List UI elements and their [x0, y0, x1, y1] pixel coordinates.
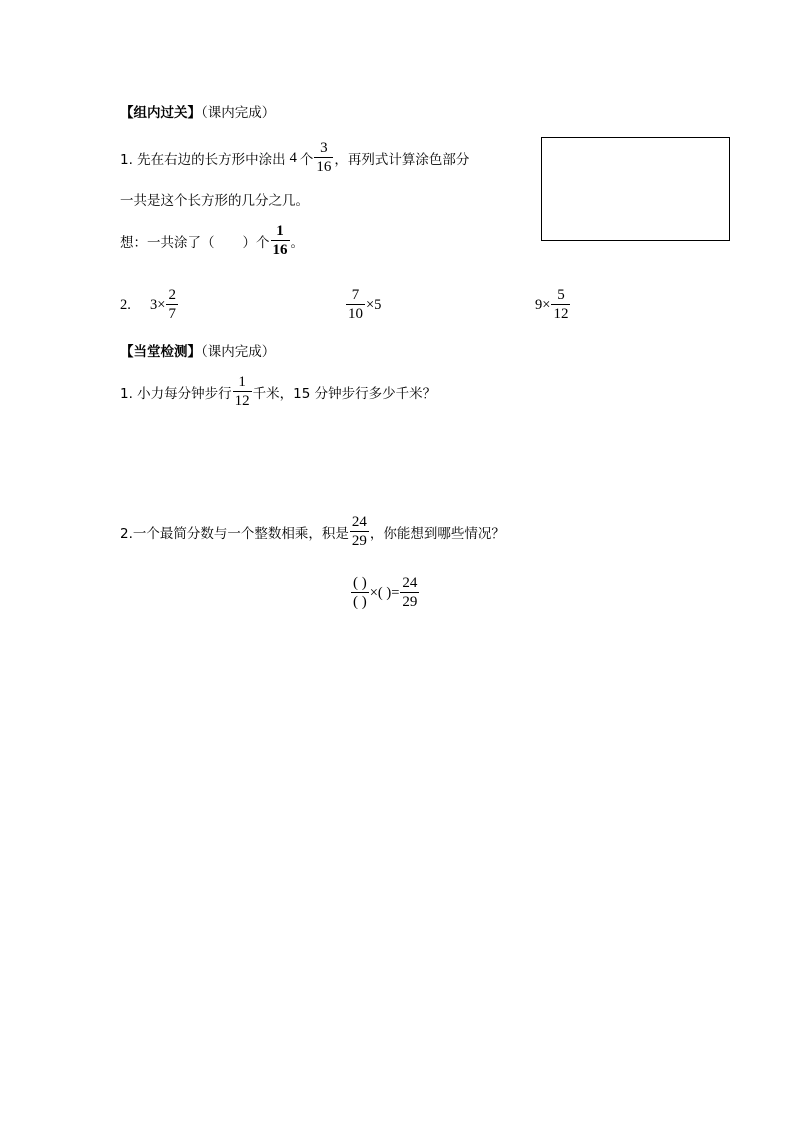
- fraction: [271, 224, 290, 258]
- fraction-numerator: 1: [238, 374, 246, 390]
- think-prefix: 想：一共涂了（: [120, 235, 215, 251]
- equation-template: [350, 573, 420, 613]
- question-text-suffix: ，再列式计算涂色部分: [334, 152, 470, 168]
- fraction-numerator: 24: [402, 575, 418, 591]
- fraction-numerator: 7: [351, 287, 360, 303]
- question-text-suffix: 千米，15 分钟步行多少千米？: [252, 386, 437, 402]
- question-text: 2.一个最简分数与一个整数相乘，积是: [120, 526, 349, 542]
- question-1-line-2: 一共是这个长方形的几分之几。: [120, 193, 309, 209]
- unit-text: 个: [299, 152, 314, 168]
- fraction: [346, 288, 365, 322]
- blank-fraction[interactable]: [351, 576, 369, 610]
- fraction-denominator: 12: [553, 306, 569, 322]
- expression-whole: 3×: [150, 296, 166, 313]
- section-heading-note: （课内完成）: [201, 344, 276, 360]
- question-text: 1. 先在右边的长方形中涂出: [120, 152, 286, 168]
- fraction-numerator: 2: [168, 287, 176, 303]
- think-mid: ）个: [242, 235, 270, 251]
- think-end: 。: [290, 235, 304, 251]
- question-number: 2.: [120, 296, 131, 313]
- test-question-2: [120, 513, 505, 551]
- blank-numerator[interactable]: ( ): [353, 575, 367, 591]
- expression-1: [150, 286, 179, 324]
- fraction-denominator: 29: [351, 533, 367, 549]
- fraction-denominator: 16: [316, 159, 332, 175]
- section-heading-note: （课内完成）: [201, 105, 276, 121]
- section-heading-group-check: [120, 101, 275, 121]
- think-line: [120, 222, 304, 260]
- test-question-1: [120, 373, 436, 411]
- section-heading-class-test: [120, 340, 275, 360]
- question-text-suffix: ，你能想到哪些情况？: [369, 526, 505, 542]
- section-heading-title: 【组内过关】: [120, 105, 201, 121]
- fraction-numerator: 3: [320, 140, 328, 156]
- expression-2: [345, 286, 381, 324]
- expression-whole: 9×: [535, 296, 551, 313]
- fraction: [233, 375, 252, 409]
- fraction-denominator: 29: [402, 594, 418, 610]
- fraction-numerator: 1: [276, 223, 284, 239]
- fraction-denominator: 16: [272, 242, 288, 258]
- equation-middle: ×( )=: [369, 584, 400, 601]
- question-1-line-1: [120, 140, 469, 176]
- fraction: [350, 515, 369, 549]
- fraction-denominator: 10: [348, 306, 363, 322]
- question-2-label-row: [120, 286, 131, 324]
- result-fraction: [400, 576, 419, 610]
- fraction-numerator: 5: [557, 287, 565, 303]
- fraction-numerator: 24: [351, 514, 367, 530]
- fraction-denominator: 12: [234, 393, 250, 409]
- shading-rectangle[interactable]: [541, 137, 730, 241]
- fraction-denominator: 7: [168, 306, 176, 322]
- fraction: [551, 288, 570, 322]
- fraction: [166, 288, 178, 322]
- expression-tail: ×5: [366, 296, 382, 313]
- section-heading-title: 【当堂检测】: [120, 344, 201, 360]
- blank-denominator[interactable]: ( ): [353, 594, 367, 610]
- count-value: 4: [289, 149, 297, 166]
- question-text: 1. 小力每分钟步行: [120, 386, 232, 402]
- fraction: [314, 141, 333, 175]
- expression-3: [535, 286, 571, 324]
